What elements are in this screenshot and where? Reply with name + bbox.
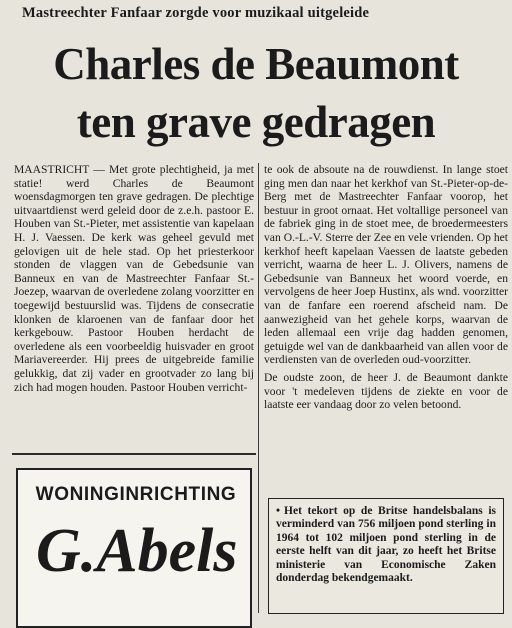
article-paragraph: De oudste zoon, de heer J. de Beaumont dankte voor 't medeleven tijdens de ziekte en voor de laatste eer vandaag door zo velen betoond. [264,370,508,412]
article-column-left [14,163,254,398]
news-notice-text: Het tekort op de Britse handelsbalans is verminderd van 756 miljoen pond sterling in 1964 tot 102 miljoen pond sterling in de eerste helft van dit jaar, zo heeft het Britse ministerie van Economische Zaken donderdag bekendgemaakt. [276,505,496,585]
article-column-right [264,163,508,416]
article-paragraph: te ook de absoute na de rouwdienst. In lange stoet ging men dan naar het kerkhof van St.-Pieter-op-de-Berg met de Mastreechter Fanfaar voorop, het bestuur in groot ornaat. Het voltallige personeel van de fabriek ging in de stoet mee, de broedermeesters van O.-L.-V. Sterre der Zee en vele vrienden. Op het kerkhof heeft kapelaan Vaessen de laatste gebeden verricht, waarna de heer L. J. Olivers, namens de Gebedsunie van Banneux het woord voerde, en vervolgens de heer Joep Hustinx, als wnd. voorzitter van de fanfare een roerend afscheid nam. De aanwezigheid van het gehele korps, waarvan de leden allemaal een vrije dag hadden genomen, getuigde wel van de dankbaarheid van allen voor de verdiensten van de overleden oud-voorzitter. [264,163,508,367]
advertisement-logo: G.Abels [36,517,238,585]
article-kicker: Mastreechter Fanfaar zorgde voor muzikaal uitgeleide [22,5,370,21]
advertisement-title: WONINGINRICHTING [35,484,237,505]
column-divider [258,163,259,613]
section-divider [12,453,256,455]
headline-line-1: Charles de Beaumont [53,39,459,89]
advertisement [16,468,252,628]
headline-line-2: ten grave gedragen [76,97,436,147]
bullet-icon: • [276,505,281,517]
news-notice-box [268,498,504,614]
article-paragraph: MAASTRICHT — Met grote plechtigheid, ja met statie! werd Charles de Beaumont woensdagmorgen ten grave gedragen. De plechtige uitvaartdienst werd geleid door de z.e.h. pastoor E. Houben van St.-Pieter, met assistentie van kapelaan H. J. Vaessen. De kerk was geheel gevuld met gelovigen uit de hele stad. Op het priesterkoor stonden de vlaggen van de Gebedsunie van Banneux en van de Mastreechter Fanfaar St.-Joezep, waarvan de overledene zolang voorzitter en toegewijd bestuurslid was. Tijdens de consecratie klonken de klaroenen van de fanfaar door het kerkgebouw. Pastoor Houben herdacht de overledene als een voorbeeldig huisvader en groot Mariavereerder. Hij prees de uitgebreide familie gelukkig, dat zij vader en grootvader zo lang bij zich had mogen houden. Pastoor Houben verricht- [14,163,254,394]
